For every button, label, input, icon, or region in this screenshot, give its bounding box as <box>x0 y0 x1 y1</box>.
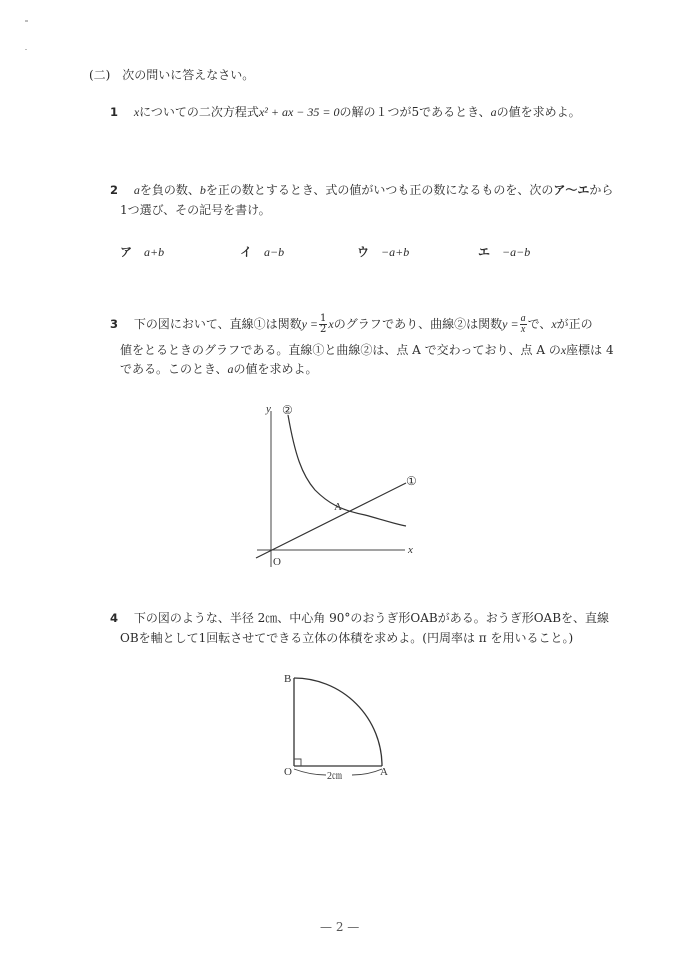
question-3-line-3 <box>120 360 318 379</box>
question-number: 2 <box>110 183 119 197</box>
point-b-label: B <box>284 673 292 685</box>
choice-expression: a+b <box>144 245 165 259</box>
variable-x: x <box>551 317 557 331</box>
curve-2-label: ② <box>282 403 293 417</box>
variable-x: x <box>560 343 567 357</box>
graph-figure <box>240 395 430 575</box>
curve-2 <box>288 415 406 526</box>
question-text: 下の図において、直線①は関数 <box>133 317 302 331</box>
question-number: 3 <box>110 317 119 331</box>
question-text: で、 <box>527 317 552 331</box>
denominator: x <box>520 324 526 335</box>
question-2 <box>110 181 613 200</box>
question-text: 座標は 4 <box>566 343 614 357</box>
scan-speck <box>25 20 28 22</box>
right-angle-mark <box>294 759 301 766</box>
question-text: を負の数、 <box>139 183 200 197</box>
question-text: のグラフであり、曲線②は関数 <box>333 317 503 331</box>
question-4-line-2: OBを軸として1回転させてできる立体の体積を求めよ。(円周率は π を用いること。) <box>120 631 574 645</box>
question-text: の値を求めよ。 <box>496 105 581 119</box>
question-text: 下の図のような、半径 2㎝、中心角 90°のおうぎ形OABがある。おうぎ形OABを、直線 <box>133 611 610 625</box>
question-number: 4 <box>110 611 119 625</box>
variable-a: a <box>490 105 497 119</box>
origin-label: O <box>273 556 281 568</box>
point-a-label: A <box>334 501 342 513</box>
question-3-line-2 <box>120 341 614 360</box>
variable-a: a <box>227 362 234 376</box>
choice-key: エ <box>478 245 491 259</box>
x-axis-label: x <box>408 544 413 556</box>
root-value: 5 <box>411 105 420 119</box>
choice-expression: a−b <box>264 245 285 259</box>
variable-a: a <box>133 183 140 197</box>
question-1 <box>110 103 581 122</box>
question-text: が正の <box>556 317 593 331</box>
section-header <box>89 66 254 83</box>
choice-b <box>240 243 284 260</box>
choice-range: ア～エ <box>553 183 590 197</box>
fraction-one-half <box>319 314 327 335</box>
question-text: であるとき、 <box>419 105 491 119</box>
arc-ab <box>294 678 382 766</box>
choice-key: ア <box>120 245 133 259</box>
numerator: 1 <box>320 313 327 324</box>
function-2-lhs: y = <box>502 317 519 331</box>
choice-d <box>478 243 530 260</box>
choice-expression: −a−b <box>502 245 531 259</box>
question-text: の値を求めよ。 <box>233 362 318 376</box>
point-o-label: O <box>284 766 292 778</box>
choice-key: ウ <box>357 245 370 259</box>
numerator: a <box>520 313 526 324</box>
equation: x² + ax − 35 = 0 <box>258 105 340 119</box>
choice-c <box>357 243 409 260</box>
question-text: の解の１つが <box>339 105 412 119</box>
variable-b: b <box>199 183 206 197</box>
question-text: から <box>589 183 614 197</box>
y-axis-label: y <box>266 403 271 415</box>
scan-speck <box>25 49 27 50</box>
denominator: 2 <box>320 324 327 335</box>
sector-figure <box>270 665 400 795</box>
question-number: 1 <box>110 105 119 119</box>
choice-expression: −a+b <box>381 245 410 259</box>
variable-x: x <box>133 105 140 119</box>
choice-key: イ <box>240 245 253 259</box>
question-text: である。このとき、 <box>120 362 228 376</box>
section-instruction: 次の問いに答えなさい。 <box>122 68 255 82</box>
section-label: (二) <box>89 68 111 82</box>
line-1-label: ① <box>406 474 417 488</box>
function-1-rhs: x <box>328 317 334 331</box>
page-number: — 2 — <box>320 920 360 934</box>
radius-label: 2㎝ <box>327 771 342 782</box>
fraction-a-over-x <box>520 314 527 335</box>
question-2-line-2: 1つ選び、その記号を書け。 <box>120 203 271 217</box>
choice-a <box>120 243 164 260</box>
question-text: 値をとるときのグラフである。直線①と曲線②は、点 A で交わっており、点 A の <box>120 343 561 357</box>
question-3 <box>110 313 593 335</box>
question-text: を正の数とするとき、式の値がいつも正の数になるものを、次の <box>205 183 554 197</box>
question-4 <box>110 609 609 628</box>
question-text: についての二次方程式 <box>139 105 259 119</box>
function-1-lhs: y = <box>301 317 319 331</box>
point-a-label: A <box>380 766 388 778</box>
